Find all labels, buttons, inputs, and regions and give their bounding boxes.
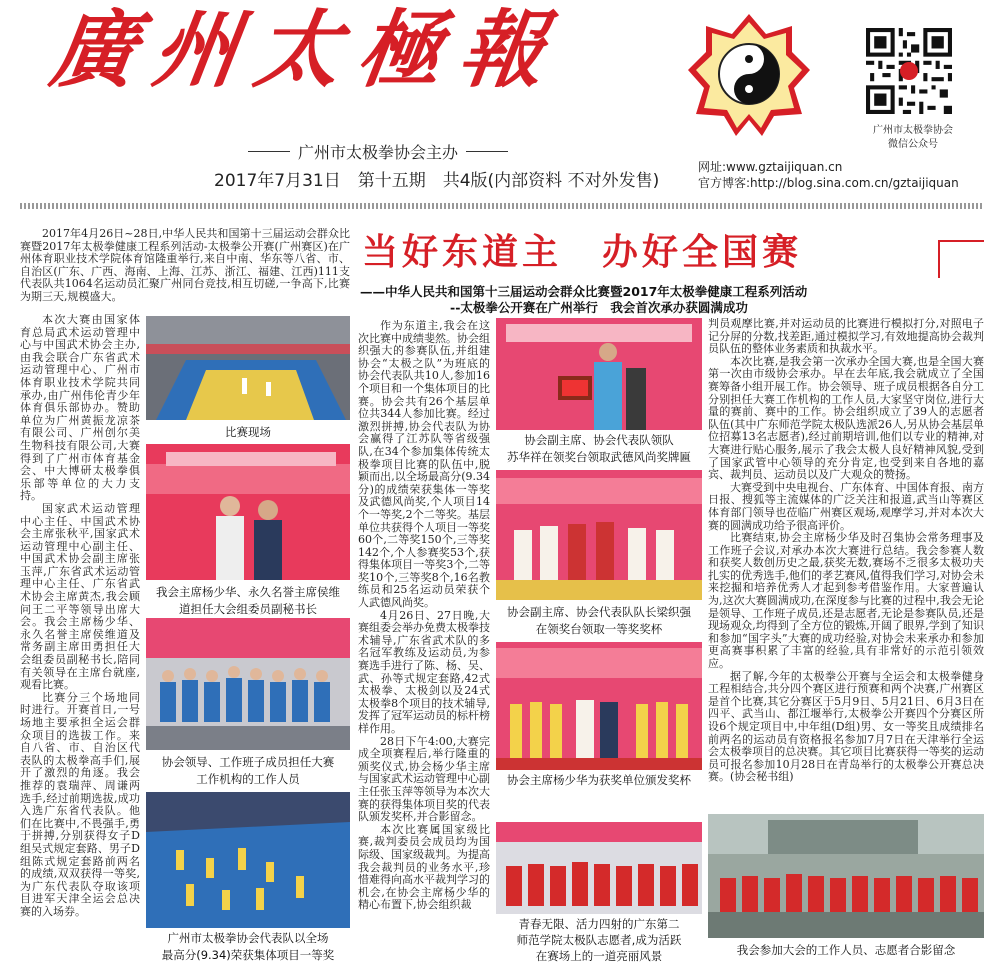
paragraph: 本次比赛属国家级比赛,裁判委员会成员均为国际级、国家级裁判。为提高我会裁判员的业务水平,珍惜难得向高水平裁判学习的机会,在协会主席杨少华的精心布置下,协会组织裁 bbox=[358, 822, 490, 912]
caption-group-volunteers: 我会参加大会的工作人员、志愿者合影留念 bbox=[736, 943, 956, 957]
paragraph: 比赛分三个场地同时进行。开赛首日,一号场地主要承担全运会群众项目的选拔工作。来自八省、市、自治区代表队的太极拳高手们,展开了激烈的角逐。我会推荐的袁瑞萍、周谦两选手,经过前期选拔,成功入选广东省代表队。他们在比赛中,不畏强手,勇于拼搏,分别获得女子D组吴式规定套路、男子D组陈式规定套路前两名的成绩,双双获得一等奖,为广东代表队夺取该项目进军天津全运会总决赛的入场券。 bbox=[20, 690, 140, 918]
photo-officials bbox=[146, 444, 350, 580]
team-performance-photo-icon bbox=[146, 792, 350, 928]
photo-trophy-presentation bbox=[496, 642, 702, 770]
caption-line: 青春无限、活力四射的广东第二 bbox=[518, 917, 680, 931]
photo-arena bbox=[146, 316, 350, 420]
qr-caption bbox=[838, 124, 988, 152]
caption-arena: 比赛现场 bbox=[225, 425, 271, 439]
paragraph: 本次大赛由国家体育总局武术运动管理中心与中国武术协会主办,由我会联合广东省武术运动管理中心、广州市体育职业技术学院共同承办,由广州伟伦青少年体育俱乐部协办。赞助单位为广州黄振龙凉茶有限公司、广州创尔美生物科技有限公司,大赛得到了广州市体育基金会、中大博研太极拳俱乐部等单位的大力支持。 bbox=[20, 314, 140, 503]
article-subhead: --太极拳公开赛在广州举行 我会首次承办获圆满成功 bbox=[450, 300, 748, 315]
paragraph: 2017年4月26日~28日,中华人民共和国第十三届运动会群众比赛暨2017年太极拳健康工程系列活动-太极拳公开赛(广州赛区)在广州体育职业技术学院体育馆隆重举行,来自中南、华东等八省、市、自治区(广东、广西、海南、上海、江苏、浙江、福建、江西)111支代表队共1064名运动员汇聚广州同台竞技,相互切磋,一争高下,比赛为期三天,规模盛大。 bbox=[20, 228, 350, 303]
caption-line: 在领奖台领取一等奖奖杯 bbox=[535, 622, 663, 636]
caption-line: 苏华祥在领奖台领取武德风尚奖牌匾 bbox=[507, 450, 691, 464]
newspaper-title: 廣州太極報 bbox=[45, 0, 570, 99]
caption-line: 师范学院太极队志愿者,成为活跃 bbox=[516, 933, 682, 947]
arena-photo-icon bbox=[146, 316, 350, 420]
trophy-presentation-photo-icon bbox=[496, 642, 702, 770]
caption-volunteers bbox=[496, 916, 702, 964]
volunteers-photo-icon bbox=[496, 822, 702, 914]
article-column-1 bbox=[20, 314, 140, 962]
paragraph: 28日下午4:00,大赛完成全项赛程后,举行隆重的颁奖仪式,协会杨少华主席与国家武术运动管理中心副主任张玉萍等领导为本次大赛的获得集体项目奖的代表队颁发奖杯,并合影留念。 bbox=[358, 734, 490, 824]
paragraph: 大赛受到中央电视台、广东体育、中国体育报、南方日报、搜狐等主流媒体的广泛关注和报道,武当山等赛区体育部门领导也莅临广州赛区观场,观摩学习,并对本次大赛的圆满成功给予很高评价。 bbox=[708, 480, 984, 532]
photo-group-volunteers bbox=[708, 814, 984, 938]
officials-photo-icon bbox=[146, 444, 350, 580]
paragraph: 比赛结束,协会主席杨少华及时召集协会常务理事及工作班子会议,对承办本次大赛进行总结。我会参赛人数和获奖人数创历史之最,获奖无数,赛场不乏很多太极功夫扎实的优秀选手,他们的孝艺赛风,值得我们学习,对协会未来挖掘和培养优秀人才起到参考借鉴作用。大家普遍认为,这次大赛圆满成功,在深度参与比赛的过程中,我会无论是领导、工作班子成员,还是志愿者,无论是参赛队员,还是现场观众,均得到了全方位的锻炼,开阔了眼界,学到了知识和参加“国字头”大赛的成功经验,对协会未来承办和参加更高赛事积累了丰富的经验,具有非常好的示范引领效应。 bbox=[708, 531, 984, 671]
caption-line: 我会主席杨少华、永久名誉主席侯维 bbox=[156, 585, 340, 599]
host-line bbox=[248, 140, 508, 163]
paragraph: 4月26日、27日晚,大赛组委会举办免费太极拳技术辅导,广东省武术队的多名冠军教练及运动员,为参赛选手进行了陈、杨、吴、武、孙等式规定套路,42式太极拳、太极剑以及24式太极拳8个项目的技术辅导,发挥了冠军运动员的标杆榜样作用。 bbox=[358, 608, 490, 735]
caption-trophy-podium bbox=[490, 604, 708, 638]
website-url: 网址:www.gztaijiquan.cn bbox=[698, 160, 843, 174]
plaque-award-photo-icon bbox=[496, 318, 702, 430]
caption-line: 道担任大会组委员副秘书长 bbox=[179, 602, 317, 616]
caption-line: 在赛场上的一道亮丽风景 bbox=[535, 949, 663, 963]
trophy-podium-photo-icon bbox=[496, 470, 702, 600]
caption-team-performance bbox=[146, 930, 350, 964]
staff-group-photo-icon bbox=[146, 618, 350, 750]
caption-line: 工作机构的工作人员 bbox=[196, 772, 300, 786]
caption-line: 协会领导、工作班子成员担任大赛 bbox=[161, 755, 335, 769]
caption-line: 广州市太极拳协会代表队以全场 bbox=[167, 931, 329, 945]
photo-plaque-award bbox=[496, 318, 702, 430]
article-column-2 bbox=[358, 320, 490, 964]
masthead-divider bbox=[20, 203, 982, 209]
paragraph: 国家武术运动管理中心主任、中国武术协会主席张秋平,国家武术运动管理中心副主任、中国武术协会副主席张玉萍,广东省武术运动管理中心主任、广东省武术协会主席黄杰,我会顾问王二平等领导出席大会。我会主席杨少华、永久名誉主席侯维道及常务副主席田勇担任大会组委员副秘书长,陪同有关领导在主席台就座,观看比赛。 bbox=[20, 501, 140, 692]
qr-caption-line: 广州市太极拳协会 bbox=[873, 125, 953, 136]
caption-line: 最高分(9.34)荣获集体项目一等奖 bbox=[161, 948, 335, 962]
caption-officials bbox=[140, 584, 356, 618]
paragraph: 作为东道主,我会在这次比赛中成绩斐然。协会组织强大的参赛队伍,并组建协会“太极之队”为班底的协会代表队共10人,参加16个项目和一个集体项目的比赛。协会共有26个基层单位共344人参加比赛。经过激烈拼搏,协会代表队为协会赢得了江苏队等省级强队,在34个参加集体传统太极拳项目比赛的队伍中,脱颖而出,以全场最高分(9.34分)的成绩荣获集体一等奖及武德风尚奖,个人项目14个一等奖,2个二等奖。基层单位共获得个人项目一等奖60个,二等奖150个,三等奖142个,个人参赛奖53个,获得集体项目一等奖3个,二等奖10个,三等奖8个,16名教练员和25名运动员荣获个人武德风尚奖。 bbox=[358, 320, 490, 610]
caption-trophy-presentation: 协会主席杨少华为获奖单位颁发奖杯 bbox=[507, 773, 691, 787]
article-subhead: ——中华人民共和国第十三届运动会群众比赛暨2017年太极拳健康工程系列活动 bbox=[360, 284, 808, 299]
qr-code-icon bbox=[866, 28, 952, 114]
paragraph: 本次比赛,是我会第一次承办全国大赛,也是全国大赛第一次由市级协会承办。早在去年底,我会就成立了全国赛筹备小组开展工作。协会领导、班子成员根据各自分工分别担任大赛工作机构的工作人员,大家坚守岗位,进行大量的赛前、赛中的工作。协会组织成立了39人的志愿者队伍(其中广东师范学院太极队选派26人,另从协会基层单位招募13名志愿者),经过前期培训,他们以专业的精神,对大赛进行贴心服务,展示了我会太极人良好精神风貌,受到了国家武管中心领导的充分肯定,也受到来自各地的嘉宾、裁判员、运动员以及广大观众的赞扬。 bbox=[708, 354, 984, 482]
photo-volunteers bbox=[496, 822, 702, 914]
caption-line: 协会副主席、协会代表队领队 bbox=[524, 433, 674, 447]
host-text: 广州市太极拳协会主办 bbox=[298, 143, 459, 162]
photo-staff-group bbox=[146, 618, 350, 750]
paragraph: 判员观摩比赛,并对运动员的比赛进行模拟打分,对照电子记分屏的分数,找差距,通过模拟学习,有效地提高协会裁判员队伍的整体业务素质和执裁水平。 bbox=[708, 318, 984, 356]
blog-url: 官方博客:http://blog.sina.com.cn/gztaijiquan bbox=[698, 176, 959, 190]
photo-trophy-podium bbox=[496, 470, 702, 600]
headline-decoration bbox=[938, 240, 984, 278]
article-headline: 当好东道主 办好全国赛 bbox=[362, 232, 803, 273]
caption-line: 协会副主席、协会代表队队长梁织强 bbox=[507, 605, 691, 619]
association-logo-icon bbox=[686, 12, 812, 138]
paragraph: 据了解,今年的太极拳公开赛与全运会和太极拳健身工程相结合,共分四个赛区进行预赛和两个决赛,广州赛区是首个比赛,其它分赛区于5月9日、5月21日、6月3日在四平、武当山、都江堰举行,太极拳公开赛四个分赛区所设6个规定项目中,中年组(D组)男、女一等奖且成绩排名前两名的运动员有资格报名参加7月7日在天津举行全运会太极拳项目的总决赛。其它项目比赛获得一等奖的运动员可报名参加10月28日在青岛举行的太极拳公开赛总决赛。(协会秘书组) bbox=[708, 669, 984, 784]
article-intro bbox=[20, 228, 350, 314]
qr-caption-line: 微信公众号 bbox=[888, 139, 938, 150]
caption-plaque-award bbox=[490, 432, 708, 466]
issue-info: 2017年7月31日 第十五期 共4版(内部资料 不对外发售) bbox=[214, 171, 660, 191]
caption-staff-group bbox=[146, 754, 350, 788]
photo-team-performance bbox=[146, 792, 350, 928]
group-photo-icon bbox=[708, 814, 984, 938]
article-column-3 bbox=[708, 318, 984, 812]
